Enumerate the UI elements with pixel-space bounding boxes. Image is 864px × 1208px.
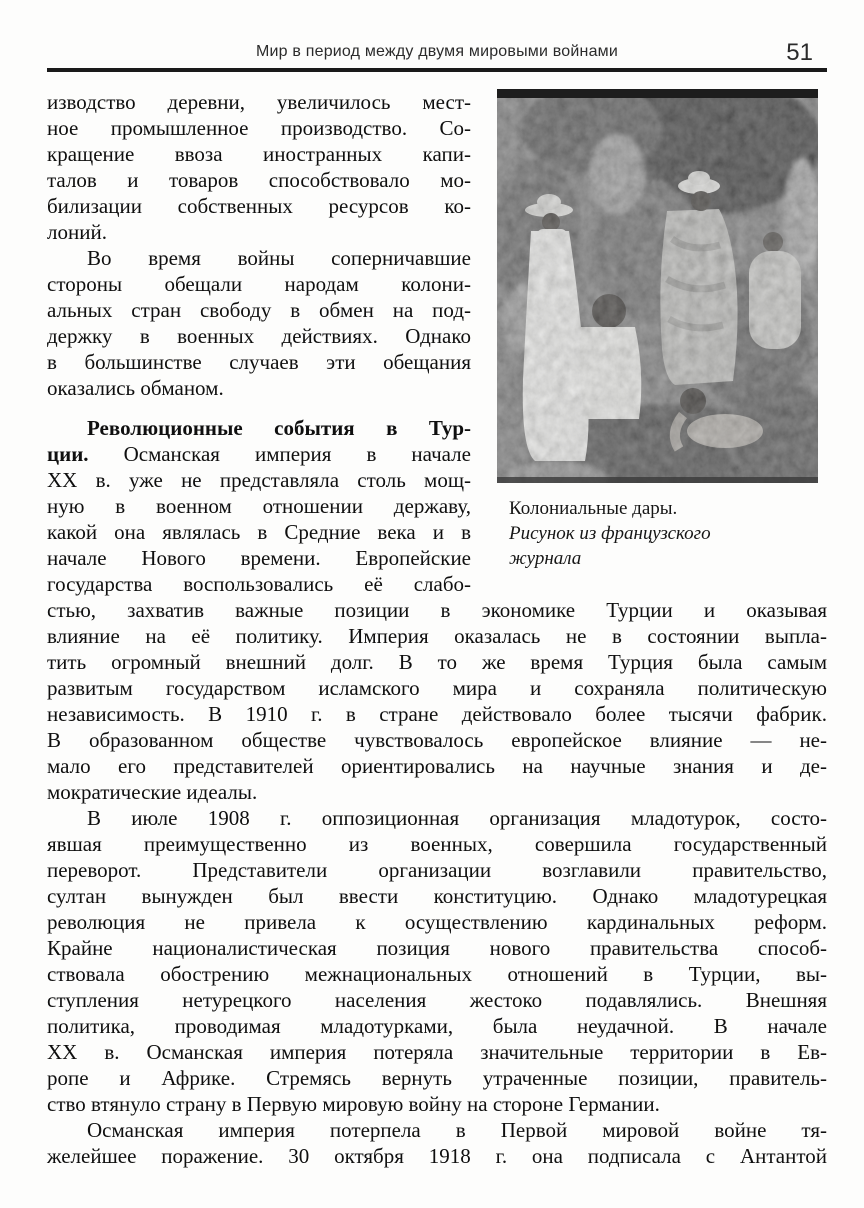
page-number: 51: [786, 39, 813, 66]
text-line: XX в. уже не представляла столь мощ-: [47, 468, 471, 492]
text-line: ство втянуло страну в Первую мировую войну на стороне Германии.: [47, 1092, 660, 1116]
text-line: какой она являлась в Средние века и в: [47, 520, 471, 544]
text-line: влияние на её политику. Империя оказалась не в состоянии выпла-: [47, 624, 827, 648]
text-line: желейшее поражение. 30 октября 1918 г. она подписала с Антантой: [47, 1144, 827, 1168]
text-line: государства воспользовались её слабо-: [47, 572, 471, 596]
text-line: талов и товаров способствовало мо-: [47, 168, 471, 192]
top-section: [47, 89, 827, 597]
page-body: [47, 89, 827, 1169]
text-line: Во время войны соперничавшие: [87, 246, 471, 270]
running-title: Мир в период между двумя мировыми войнами: [255, 43, 619, 60]
figure-caption-title: Колониальные дары.: [509, 498, 678, 519]
text-line: альных стран свободу в обмен на под-: [47, 298, 471, 322]
text-line: ную в военном отношении державу,: [47, 494, 471, 518]
figure-caption-source-line2: журнала: [509, 548, 582, 569]
colonial-gifts-illustration: [497, 89, 818, 483]
text-line: в большинстве случаев эти обещания: [47, 350, 471, 374]
text-line: революция не привела к осуществлению кардинальных реформ.: [47, 910, 827, 934]
text-line: стороны обещали народам колони-: [47, 272, 471, 296]
text-line: ступления нетурецкого населения жестоко подавлялись. Внешняя: [47, 988, 827, 1012]
text-line: Революционные события в Тур-: [87, 416, 471, 440]
text-line: стью, захватив важные позиции в экономике Турции и оказывая: [47, 598, 827, 622]
text-line: оказались обманом.: [47, 376, 224, 400]
text-line: развитым государством исламского мира и сохраняла политическую: [47, 676, 827, 700]
text-line: В образованном обществе чувствовалось европейское влияние — не-: [47, 728, 827, 752]
text-line: билизации собственных ресурсов ко-: [47, 194, 471, 218]
text-line: Османская империя потерпела в Первой мировой войне тя-: [87, 1118, 827, 1142]
text-line: кращение ввоза иностранных капи-: [47, 142, 471, 166]
figure-caption-source-line1: Рисунок из французского: [509, 523, 711, 544]
text-line: мало его представителей ориентировались на научные знания и де-: [47, 754, 827, 778]
text-line: лоний.: [47, 220, 107, 244]
left-text-column: [47, 89, 471, 597]
text-line: Крайне националистическая позиция нового правительства способ-: [47, 936, 827, 960]
text-line: В июле 1908 г. оппозиционная организация младотурок, состо-: [87, 806, 827, 830]
text-line: ное промышленное производство. Со-: [47, 116, 471, 140]
text-line: изводство деревни, увеличилось мест-: [47, 90, 471, 114]
text-line: ции. Османская империя в начале: [47, 442, 471, 466]
text-line: мократические идеалы.: [47, 780, 258, 804]
text-line: XX в. Османская империя потеряла значительные территории в Ев-: [47, 1040, 827, 1064]
text-line: султан вынужден был ввести конституцию. Однако младотурецкая: [47, 884, 827, 908]
text-line: начале Нового времени. Европейские: [47, 546, 471, 570]
text-line: переворот. Представители организации возглавили правительство,: [47, 858, 827, 882]
running-header: [47, 0, 827, 72]
figure-block: [497, 89, 818, 597]
text-line: политика, проводимая младотурками, была неудачной. В начале: [47, 1014, 827, 1038]
full-width-text: [47, 597, 827, 1169]
text-line: независимость. В 1910 г. в стране действовало более тысячи фабрик.: [47, 702, 827, 726]
text-line: ствовала обострению межнациональных отношений в Турции, вы-: [47, 962, 827, 986]
text-line: явшая преимущественно из военных, совершила государственный: [47, 832, 827, 856]
text-line: ропе и Африке. Стремясь вернуть утраченные позиции, правитель-: [47, 1066, 827, 1090]
text-line: держку в военных действиях. Однако: [47, 324, 471, 348]
text-line: тить огромный внешний долг. В то же время Турция была самым: [47, 650, 827, 674]
figure-caption: [497, 496, 818, 571]
